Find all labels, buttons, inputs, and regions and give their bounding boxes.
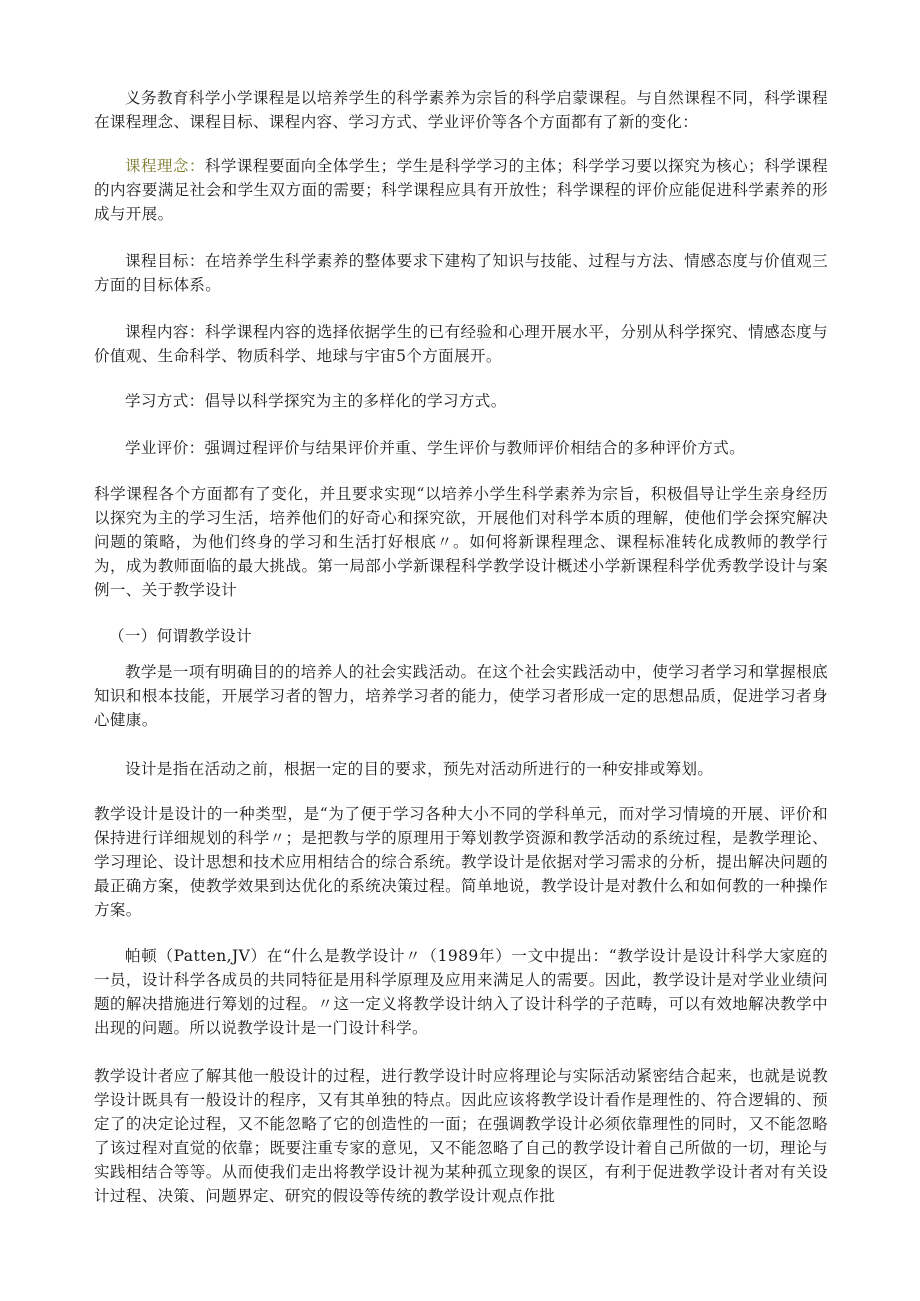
paragraph-curriculum-goal: 课程目标：在培养学生科学素养的整体要求下建构了知识与技能、过程与方法、情感态度与价值观三方面的目标体系。 [94, 252, 828, 294]
paragraph-challenge: 科学课程各个方面都有了变化，并且要求实现“以培养小学生科学素养为宗旨，积极倡导让学生亲身经历以探究为主的学习生活，培养他们的好奇心和探究欲，开展他们对科学本质的理解，使他们学会探究解决问题的策略，为他们终身的学习和生活打好根底〃。如何将新课程理念、课程标准转化成教师的教学行为，成为教师面临的最大挑战。第一局部小学新课程科学教学设计概述小学新课程科学优秀教学设计与案例一、关于教学设计 [94, 485, 828, 599]
paragraph-designer: 教学设计者应了解其他一般设计的过程，进行教学设计时应将理论与实际活动紧密结合起来，也就是说教学设计既具有一般设计的程序，又有其单独的特点。因此应该将教学设计看作是理性的、符合逻辑的、预定了的决定论过程，又不能忽略了它的创造性的一面；在强调教学设计必须依靠理性的同时，又不能忽略了该过程对直觉的依靠；既要注重专家的意见，又不能忽略了自己的教学设计着自己所做的一切，理论与实践相结合等等。从而使我们走出将教学设计视为某种孤立现象的误区，有利于促进教学设计者对有关设计过程、决策、问题界定、研究的假设等传统的教学设计观点作批 [94, 1067, 828, 1205]
paragraph-patten-definition: 帕顿（Patten,JV）在“什么是教学设计〃（1989年）一文中提出：“教学设计是设计科学大家庭的一员，设计科学各成员的共同特征是用科学原理及应用来满足人的需要。因此，教学设计是对学业业绩问题的解决措施进行筹划的过程。〃这一定义将教学设计纳入了设计科学的子范畴，可以有效地解决教学中出现的问题。所以说教学设计是一门设计科学。 [94, 947, 828, 1037]
paragraph-intro: 义务教育科学小学课程是以培养学生的科学素养为宗旨的科学启蒙课程。与自然课程不同，科学课程在课程理念、课程目标、课程内容、学习方式、学业评价等各个方面都有了新的变化： [94, 89, 828, 131]
concept-lead-label: 课程理念： [125, 157, 205, 175]
paragraph-learning-method: 学习方式：倡导以科学探究为主的多样化的学习方式。 [125, 392, 507, 410]
paragraph-academic-evaluation: 学业评价：强调过程评价与结果评价并重、学生评价与教师评价相结合的多种评价方式。 [125, 439, 746, 457]
paragraph-instructional-design: 教学设计是设计的一种类型，是“为了便于学习各种大小不同的学科单元，而对学习情境的开展、评价和保持进行详细规划的科学〃；是把教与学的原理用于筹划教学资源和教学活动的系统过程，是教学理论、学习理论、设计思想和技术应用相结合的综合系统。教学设计是依据对学习需求的分析，提出解决问题的最正确方案，使教学效果到达优化的系统决策过程。简单地说，教学设计是对教什么和如何教的一种操作方案。 [94, 805, 828, 919]
paragraph-design: 设计是指在活动之前，根据一定的目的要求，预先对活动所进行的一种安排或筹划。 [125, 760, 714, 778]
concept-body-text: 科学课程要面向全体学生；学生是科学学习的主体；科学学习要以探究为核心；科学课程的内容要满足社会和学生双方面的需要；科学课程应具有开放性；科学课程的评价应能促进科学素养的形成与开展。 [94, 157, 828, 223]
paragraph-teaching: 教学是一项有明确目的的培养人的社会实践活动。在这个社会实践活动中，使学习者学习和掌握根底知识和根本技能，开展学习者的智力，培养学习者的能力，使学习者形成一定的思想品质，促进学习者身心健康。 [94, 663, 828, 729]
paragraph-curriculum-concept [94, 154, 828, 226]
section-heading: （一）何谓教学设计 [109, 627, 253, 645]
paragraph-curriculum-content: 课程内容：科学课程内容的选择依据学生的已有经验和心理开展水平，分别从科学探究、情感态度与价值观、生命科学、物质科学、地球与宇宙5个方面展开。 [94, 323, 828, 365]
